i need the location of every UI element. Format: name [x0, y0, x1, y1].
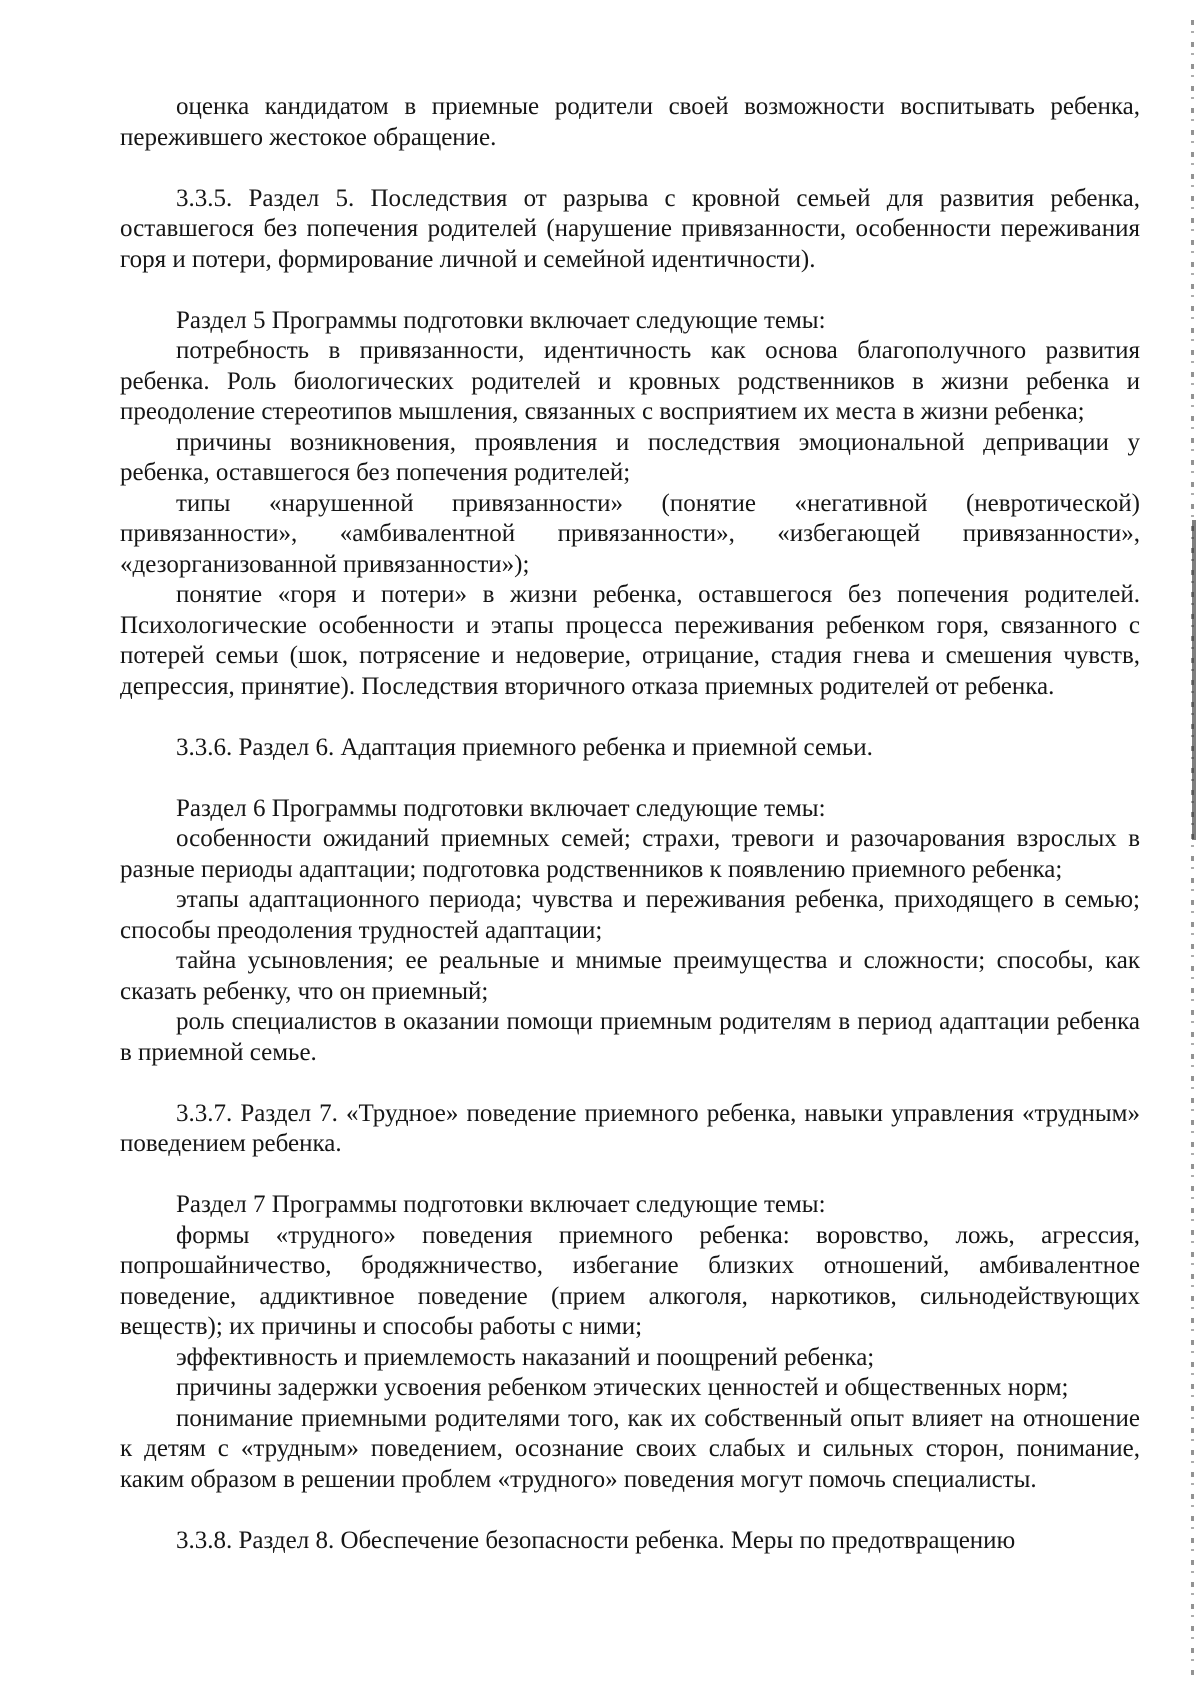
paragraph: причины возникновения, проявления и последствия эмоциональной депривации у ребенка, оставшегося без попечения родителей; — [120, 428, 1140, 486]
scan-edge-marks — [1191, 20, 1194, 1680]
section-intro-6: Раздел 6 Программы подготовки включает следующие темы: — [176, 794, 826, 822]
paragraph: особенности ожиданий приемных семей; страхи, тревоги и разочарования взрослых в разные периоды адаптации; подготовка родственников к появлению приемного ребенка; — [120, 825, 1140, 883]
section-intro-5: Раздел 5 Программы подготовки включает следующие темы: — [176, 306, 826, 334]
paragraph: понятие «горя и потери» в жизни ребенка, оставшегося без попечения родителей. Психологические особенности и этапы процесса переживания ребенком горя, связанного с потерей семьи (шок, потрясение и недоверие, отрицание, стадия гнева и смешения чувств, депрессия, принятие). Последствия вторичного отказа приемных родителей от ребенка. — [120, 581, 1140, 700]
section-heading-8: 3.3.8. Раздел 8. Обеспечение безопасности ребенка. Меры по предотвращению — [176, 1526, 1016, 1554]
section-intro-7: Раздел 7 Программы подготовки включает следующие темы: — [176, 1191, 826, 1218]
paragraph: роль специалистов в оказании помощи приемным родителям в период адаптации ребенка в приемной семье. — [120, 1008, 1140, 1066]
paragraph: формы «трудного» поведения приемного ребенка: воровство, ложь, агрессия, попрошайничество, бродяжничество, избегание близких отношений, амбивалентное поведение, аддиктивное поведение (прием алкоголя, наркотиков, сильнодействующих веществ); их причины и способы работы с ними; — [120, 1221, 1140, 1340]
section-heading-6: 3.3.6. Раздел 6. Адаптация приемного ребенка и приемной семьи. — [176, 733, 873, 761]
section-heading-7: 3.3.7. Раздел 7. «Трудное» поведение приемного ребенка, навыки управления «трудным» поведением ребенка. — [120, 1099, 1140, 1157]
document-body — [120, 92, 1140, 1556]
paragraph: этапы адаптационного периода; чувства и переживания ребенка, приходящего в семью; способы преодоления трудностей адаптации; — [120, 886, 1140, 944]
paragraph: эффективность и приемлемость наказаний и поощрений ребенка; — [176, 1343, 875, 1371]
paragraph: потребность в привязанности, идентичность как основа благополучного развития ребенка. Роль биологических родителей и кровных родственников в жизни ребенка и преодоление стереотипов мышления, связанных с восприятием их места в жизни ребенка; — [120, 337, 1140, 425]
section-heading-5: 3.3.5. Раздел 5. Последствия от разрыва с кровной семьей для развития ребенка, оставшегося без попечения родителей (нарушение привязанности, особенности переживания горя и потери, формирование личной и семейной идентичности). — [120, 184, 1140, 273]
paragraph: типы «нарушенной привязанности» (понятие «негативной (невротической) привязанности», «амбивалентной привязанности», «избегающей привязанности», «дезорганизованной привязанности»); — [120, 489, 1140, 578]
paragraph: причины задержки усвоения ребенком этических ценностей и общественных норм; — [176, 1374, 1069, 1401]
paragraph: тайна усыновления; ее реальные и мнимые преимущества и сложности; способы, как сказать ребенку, что он приемный; — [120, 947, 1140, 1005]
paragraph: оценка кандидатом в приемные родители своей возможности воспитывать ребенка, пережившего жестокое обращение. — [120, 93, 1140, 151]
paragraph: понимание приемными родителями того, как их собственный опыт влияет на отношение к детям с «трудным» поведением, осознание своих слабых и сильных сторон, понимание, каким образом в решении проблем «трудного» поведения могут помочь специалисты. — [120, 1404, 1140, 1493]
scan-edge-shadow — [1192, 520, 1196, 840]
